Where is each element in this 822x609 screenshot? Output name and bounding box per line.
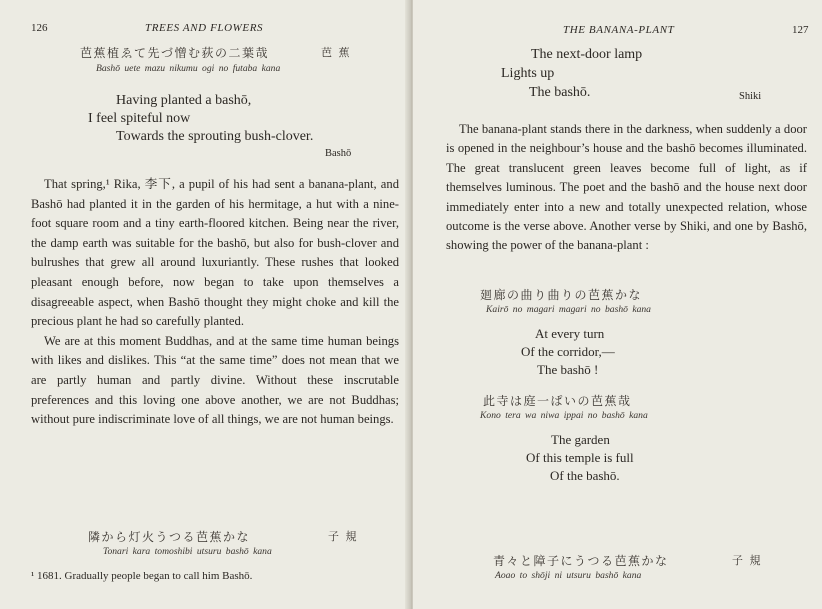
left-paragraph-1: That spring,¹ Rika, 李下, a pupil of his had sent a banana-plant, and Bashō had planted it in the garden of his hermitage, a hut with a nine-foot square room and a tiny earth-floored kitchen. Being near the river, the damp earth was suitable for the bashō, but also for bush-clover and bulrushes that grew all around luxuriantly. These rushes that looked pleasant enough before, now began to take upon themselves a disagreeable aspect, when Bashō thought they might choke and kill the precious plant he had so carefully planted. [31, 177, 399, 329]
left-paragraph-2: We are at this moment Buddhas, and at the same time human beings with likes and dislikes. This “at the same time” does not mean that we are partly human and partly divine. Without these inscrutable preferences and this loving one above another, we are not Buddhas; without pure indiscriminate love of all things, we are not human beings. [31, 333, 399, 427]
haiku1-line-3: Towards the sprouting bush-clover. [116, 129, 314, 144]
page-number-right: 127 [792, 24, 809, 36]
haiku3-line-1: The garden [551, 432, 610, 447]
left-page [0, 0, 410, 609]
haiku-bottom-left-japanese: 隣から灯火うつる芭蕉かな [88, 530, 251, 544]
haiku1-author-japanese: 芭 蕉 [321, 46, 351, 59]
footnote: ¹ 1681. Gradually people began to call him Bashō. [31, 570, 253, 582]
right-body-text [446, 120, 807, 256]
haiku2-line-1: At every turn [535, 326, 605, 341]
haiku3-line-2: Of this temple is full [526, 450, 634, 465]
haiku-bottom-right-romaji: Aoao to shōji ni utsuru bashō kana [495, 570, 642, 581]
verse-top-author: Shiki [739, 91, 762, 102]
page-number-left: 126 [31, 22, 48, 34]
right-paragraph: The banana-plant stands there in the darkness, when suddenly a door is opened in the neighbour’s house and the bashō becomes illuminated. The great translucent green leaves become full of light, as if themselves luminous. The poet and the bashō and the house next door immediately enter into a new and totally unexpected relation, whose outcome is the verse above. Another verse by Shiki, and one by Bashō, showing the power of the banana-plant : [446, 122, 807, 253]
right-page [413, 0, 822, 609]
haiku1-author: Bashō [325, 148, 352, 159]
haiku3-japanese: 此寺は庭一ぱいの芭蕉哉 [483, 394, 632, 408]
verse-top-line-3: The bashō. [529, 85, 591, 100]
haiku2-romaji: Kairō no magari magari no bashō kana [486, 304, 651, 315]
haiku1-romaji: Bashō uete mazu nikumu ogi no futaba kana [96, 63, 281, 74]
haiku-bottom-right-author-japanese: 子 規 [732, 554, 762, 567]
haiku-bottom-right-japanese: 青々と障子にうつる芭蕉かな [493, 554, 669, 568]
haiku2-japanese: 廻廊の曲り曲りの芭蕉かな [480, 288, 643, 302]
haiku1-line-2: I feel spiteful now [88, 111, 191, 126]
haiku2-line-2: Of the corridor,— [521, 344, 615, 359]
haiku3-line-3: Of the bashō. [550, 468, 620, 483]
verse-top-line-1: The next-door lamp [531, 47, 643, 62]
running-head-left: TREES AND FLOWERS [145, 22, 264, 34]
haiku-bottom-left-romaji: Tonari kara tomoshibi utsuru bashō kana [103, 546, 272, 557]
haiku-bottom-left-author-japanese: 子 規 [328, 530, 358, 543]
haiku2-line-3: The bashō ! [537, 362, 599, 377]
haiku1-line-1: Having planted a bashō, [116, 93, 252, 108]
haiku3-romaji: Kono tera wa niwa ippai no bashō kana [480, 410, 648, 421]
running-head-right: THE BANANA-PLANT [563, 24, 675, 36]
haiku1-japanese: 芭蕉植ゑて先づ憎む荻の二葉哉 [80, 46, 270, 60]
verse-top-line-2: Lights up [501, 66, 555, 81]
left-body-text [31, 175, 399, 430]
